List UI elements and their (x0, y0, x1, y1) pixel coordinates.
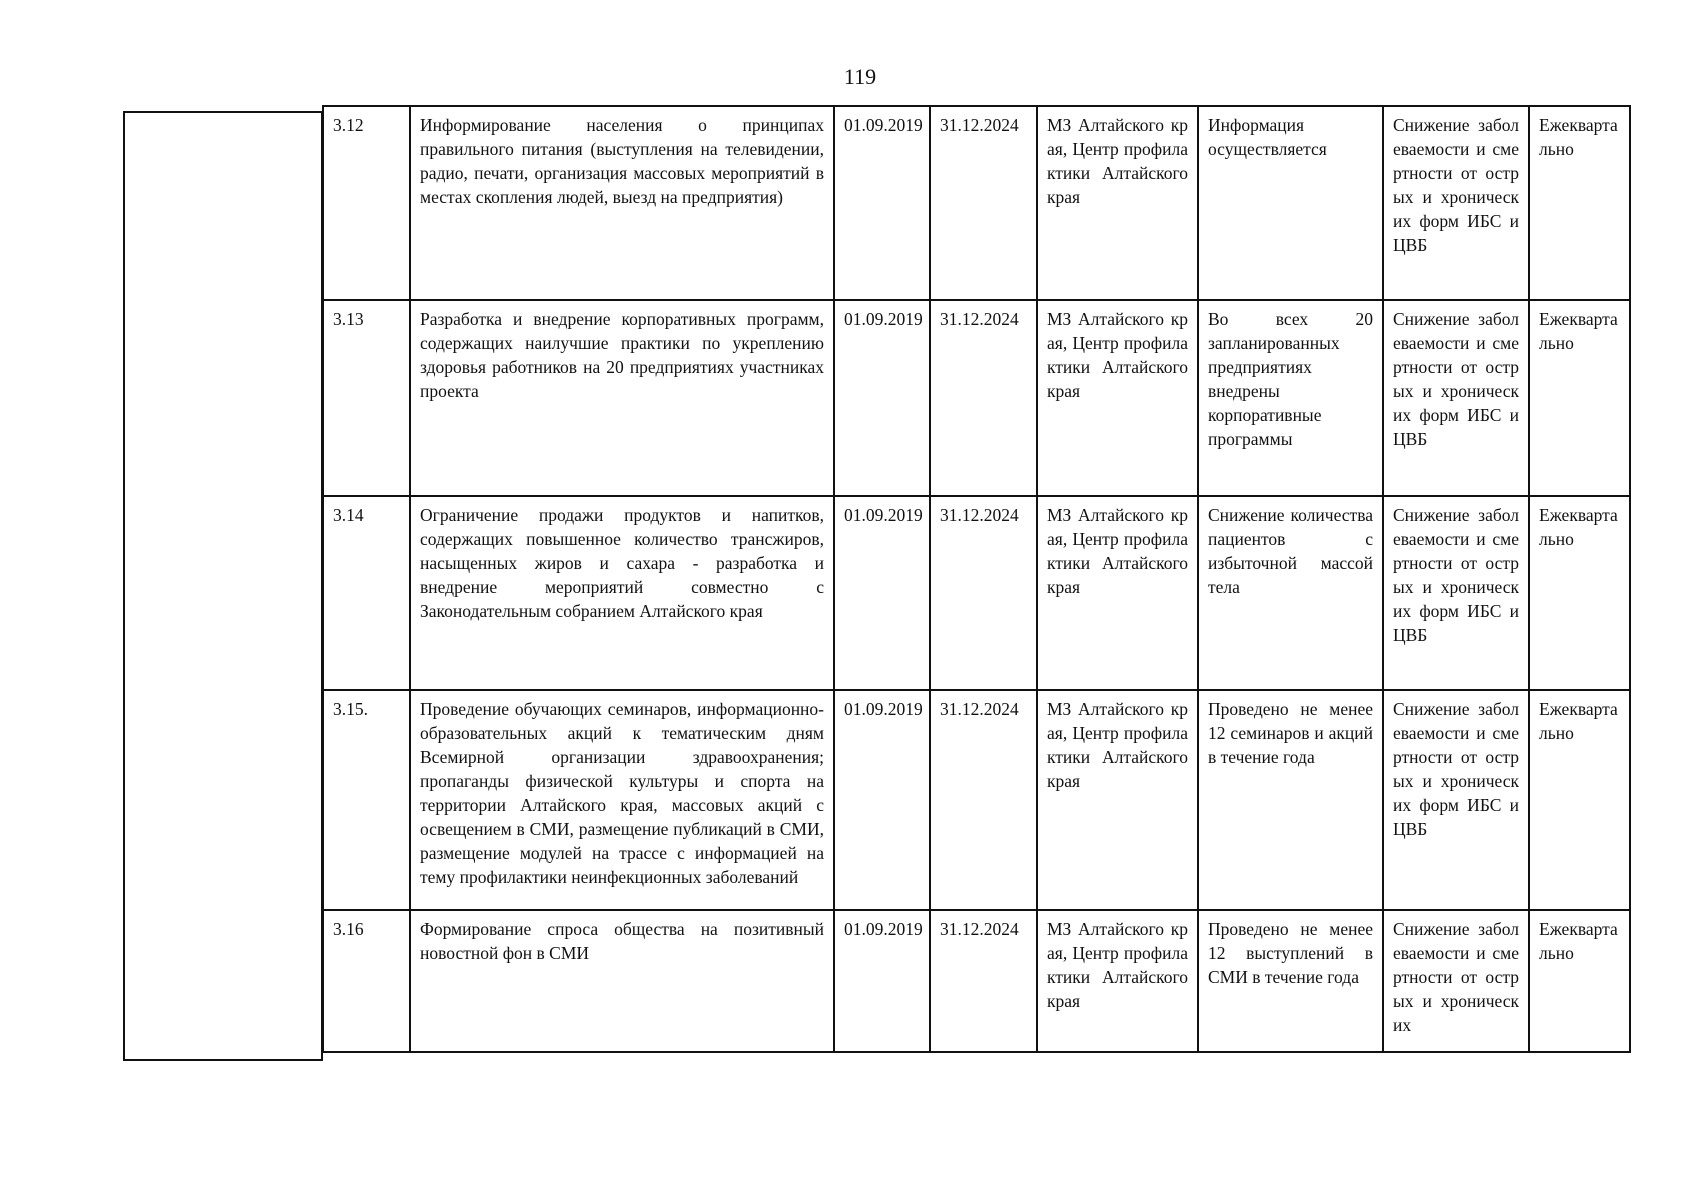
expected-result: Информация осуществляется (1198, 106, 1383, 300)
expected-result: Во всех 20 запланированных предприятиях внедрены корпоративные программы (1198, 300, 1383, 496)
start-date: 01.09.2019 (834, 690, 930, 910)
end-date: 31.12.2024 (930, 496, 1037, 690)
target-indicator: Снижение заболеваемости и смертности от острых и хронических форм ИБС и ЦВБ (1383, 106, 1529, 300)
activity-description: Формирование спроса общества на позитивный новостной фон в СМИ (410, 910, 834, 1052)
table-row (323, 106, 1630, 300)
activity-number: 3.15. (323, 690, 410, 910)
responsible-organization: МЗ Алтайского края, Центр профилактики Алтайского края (1037, 106, 1198, 300)
end-date: 31.12.2024 (930, 300, 1037, 496)
start-date: 01.09.2019 (834, 910, 930, 1052)
table-row (323, 496, 1630, 690)
activity-number: 3.14 (323, 496, 410, 690)
periodicity: Ежеквартально (1529, 106, 1630, 300)
responsible-organization: МЗ Алтайского края, Центр профилактики Алтайского края (1037, 300, 1198, 496)
end-date: 31.12.2024 (930, 690, 1037, 910)
end-date: 31.12.2024 (930, 910, 1037, 1052)
periodicity: Ежеквартально (1529, 910, 1630, 1052)
start-date: 01.09.2019 (834, 106, 930, 300)
responsible-organization: МЗ Алтайского края, Центр профилактики Алтайского края (1037, 910, 1198, 1052)
expected-result: Проведено не менее 12 выступлений в СМИ в течение года (1198, 910, 1383, 1052)
start-date: 01.09.2019 (834, 496, 930, 690)
target-indicator: Снижение заболеваемости и смертности от острых и хронических форм ИБС и ЦВБ (1383, 496, 1529, 690)
target-indicator: Снижение заболеваемости и смертности от острых и хронических форм ИБС и ЦВБ (1383, 690, 1529, 910)
periodicity: Ежеквартально (1529, 300, 1630, 496)
activities-table (322, 105, 1631, 1053)
periodicity: Ежеквартально (1529, 496, 1630, 690)
activity-number: 3.12 (323, 106, 410, 300)
activity-description: Разработка и внедрение корпоративных программ, содержащих наилучшие практики по укреплению здоровья работников на 20 предприятиях участниках проекта (410, 300, 834, 496)
activity-description: Ограничение продажи продуктов и напитков, содержащих повышенное количество трансжиров, насыщенных жиров и сахара - разработка и внедрение мероприятий совместно с Законодательным собранием Алтайского края (410, 496, 834, 690)
activity-number: 3.16 (323, 910, 410, 1052)
start-date: 01.09.2019 (834, 300, 930, 496)
merged-left-cell (123, 111, 323, 1061)
responsible-organization: МЗ Алтайского края, Центр профилактики Алтайского края (1037, 690, 1198, 910)
table-row (323, 910, 1630, 1052)
periodicity: Ежеквартально (1529, 690, 1630, 910)
activity-description: Проведение обучающих семинаров, информационно-образовательных акций к тематическим дням Всемирной организации здравоохранения; пропаганды физической культуры и спорта на территории Алтайского края, массовых акций с освещением в СМИ, размещение публикаций в СМИ, размещение модулей на трассе с информацией на тему профилактики неинфекционных заболеваний (410, 690, 834, 910)
responsible-organization: МЗ Алтайского края, Центр профилактики Алтайского края (1037, 496, 1198, 690)
table-row (323, 690, 1630, 910)
table-row (323, 300, 1630, 496)
target-indicator: Снижение заболеваемости и смертности от острых и хронических форм ИБС и ЦВБ (1383, 300, 1529, 496)
activity-description: Информирование населения о принципах правильного питания (выступления на телевидении, радио, печати, организация массовых мероприятий в местах скопления людей, выезд на предприятия) (410, 106, 834, 300)
expected-result: Проведено не менее 12 семинаров и акций в течение года (1198, 690, 1383, 910)
page-number: 119 (843, 64, 877, 89)
activity-number: 3.13 (323, 300, 410, 496)
target-indicator: Снижение заболеваемости и смертности от острых и хронических (1383, 910, 1529, 1052)
expected-result: Снижение количества пациентов с избыточной массой тела (1198, 496, 1383, 690)
end-date: 31.12.2024 (930, 106, 1037, 300)
